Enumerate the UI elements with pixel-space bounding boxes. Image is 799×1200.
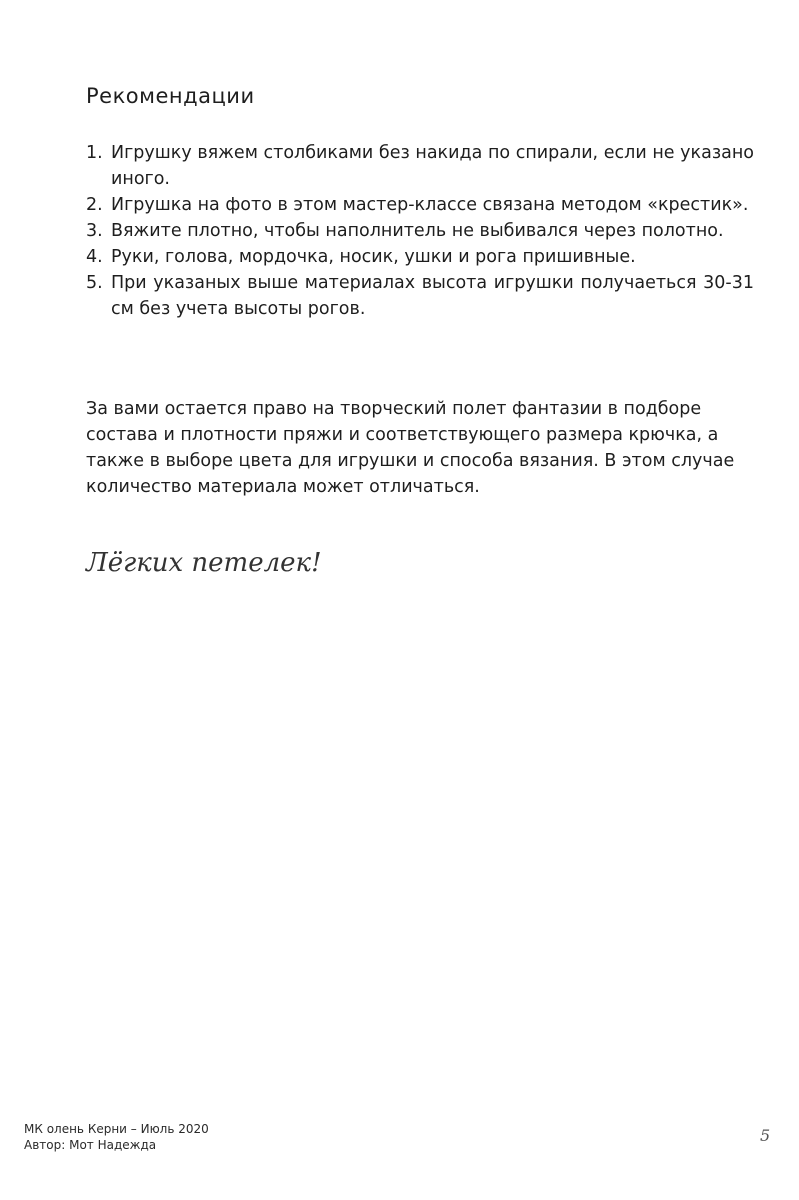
list-item (86, 218, 754, 244)
list-item-text: Игрушку вяжем столбиками без накида по спирали, если не указано иного. (111, 143, 754, 189)
list-item-text: При указаных выше материалах высота игрушки получаеться 30-31 см без учета высоты рогов. (111, 273, 754, 319)
footer-author: Автор: Мот Надежда (24, 1138, 157, 1152)
list-item-number: 4. (86, 247, 103, 267)
list-item-number: 3. (86, 221, 103, 241)
list-item (86, 244, 754, 270)
list-item (86, 140, 754, 192)
page-footer (24, 1121, 209, 1153)
list-item (86, 192, 754, 218)
recommendations-list (86, 140, 754, 322)
list-item-text: Вяжите плотно, чтобы наполнитель не выбивался через полотно. (111, 221, 724, 241)
list-item (86, 270, 754, 322)
list-item-number: 1. (86, 143, 103, 163)
list-item-text: Руки, голова, мордочка, носик, ушки и рога пришивные. (111, 247, 636, 267)
section-title: Рекомендации (86, 84, 255, 108)
list-item-number: 2. (86, 195, 103, 215)
list-item-number: 5. (86, 273, 103, 293)
page-number: 5 (760, 1126, 771, 1145)
list-item-text: Игрушка на фото в этом мастер-классе связана методом «крестик». (111, 195, 749, 215)
note-paragraph: За вами остается право на творческий полет фантазии в подборе состава и плотности пряжи и соответствующего размера крючка, а также в выборе цвета для игрушки и способа вязания. В этом случае количество материала может отличаться. (86, 399, 735, 497)
closing-wish: Лёгких петелек! (86, 548, 322, 578)
footer-title: МК олень Керни – Июль 2020 (24, 1122, 209, 1136)
